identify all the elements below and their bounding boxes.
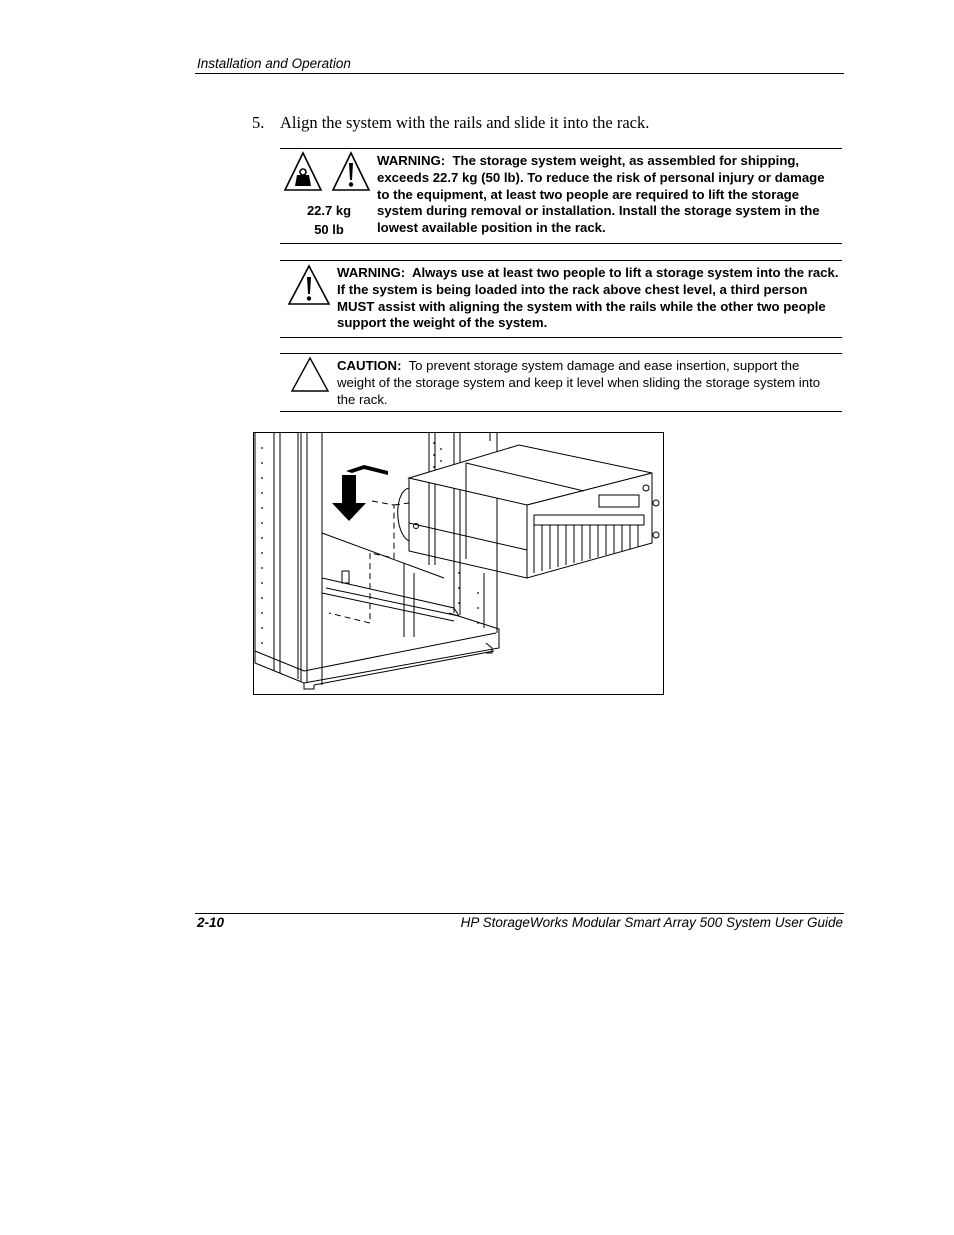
weight-icon — [283, 151, 323, 192]
caution-triangle-icon — [290, 356, 330, 393]
caution-body: To prevent storage system damage and ease insertion, support the weight of the storage system and keep it level when sliding the storage system into the rack. — [337, 358, 821, 407]
step-5 — [252, 113, 649, 133]
weight-kg-label: 22.7 kg — [306, 203, 352, 218]
footer-rule — [195, 913, 844, 914]
step-text: Align the system with the rails and slide it into the rack. — [280, 113, 650, 132]
document-title: HP StorageWorks Modular Smart Array 500 System User Guide — [460, 915, 843, 930]
weight-lb-label: 50 lb — [314, 222, 344, 237]
page-number: 2-10 — [197, 915, 225, 930]
caution-text — [337, 358, 837, 408]
warning-body: The storage system weight, as assembled for shipping, exceeds 22.7 kg (50 lb). To reduce the risk of personal injury or damage to the equipment, at least two people are required to lift the storage system during removal or installation. Install the storage system in the lowest available position in the rack. — [377, 153, 825, 236]
header-rule — [195, 73, 844, 74]
warning-triangle-icon — [287, 264, 331, 306]
notice-rule — [280, 411, 842, 412]
warning-label: WARNING: — [377, 153, 446, 168]
warning-triangle-icon — [331, 151, 371, 192]
caution-label: CAUTION: — [337, 358, 402, 373]
notice-rule — [280, 353, 842, 354]
warning-label: WARNING: — [337, 265, 406, 280]
lift-warning-text — [337, 265, 839, 332]
step-number: 5. — [252, 113, 265, 132]
notice-rule — [280, 260, 842, 261]
rack-installation-figure — [253, 432, 664, 695]
notice-rule — [280, 337, 842, 338]
running-header: Installation and Operation — [197, 56, 351, 71]
warning-body: Always use at least two people to lift a storage system into the rack. If the system is being loaded into the rack above chest level, a third person MUST assist with aligning the system with the rails while the other two people support the weight of the system. — [337, 265, 839, 331]
storage-system-into-rack-illustration — [254, 433, 663, 694]
notice-rule — [280, 243, 842, 244]
notice-rule — [280, 148, 842, 149]
weight-warning-text — [377, 153, 839, 237]
